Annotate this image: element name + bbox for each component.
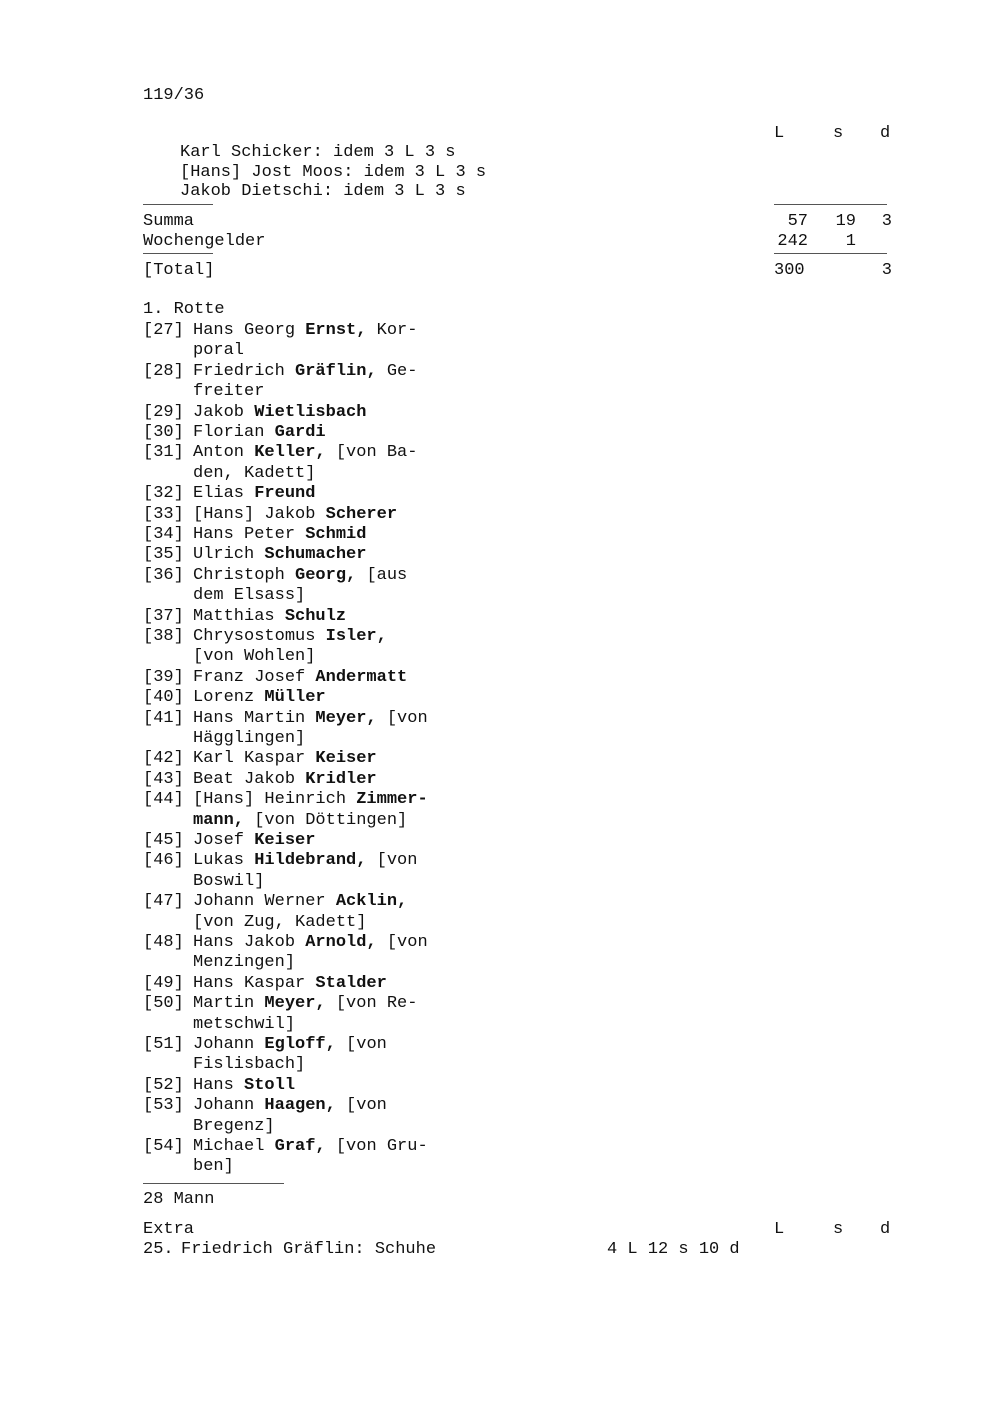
roster-entry [143, 484, 603, 504]
roster-entry [143, 974, 603, 994]
surname: Freund [254, 484, 316, 504]
roster-number: [28] [143, 361, 184, 381]
roster-entry [143, 709, 603, 750]
surname: Schulz [284, 606, 347, 626]
surname: Stoll [244, 1075, 296, 1095]
roster-continuation [193, 913, 603, 933]
roster-name-line [193, 362, 603, 382]
surname: Keiser [254, 831, 316, 850]
surname: Schmid [305, 525, 367, 544]
surname: Schumacher [264, 545, 367, 565]
roster-number: [46] [143, 851, 184, 871]
first-name: Hans [193, 1075, 245, 1095]
extra-item-num: 25. [143, 1240, 174, 1259]
origin-note: poral [193, 341, 245, 361]
surname: Müller [264, 688, 326, 708]
first-name: Hans Jakob [193, 933, 306, 952]
first-name: Johann [193, 1035, 265, 1054]
roster-entry [143, 770, 603, 790]
roster-entry [143, 545, 603, 565]
surname: Isler, [325, 627, 387, 646]
roster-continuation [193, 1015, 603, 1035]
roster-entry [143, 851, 603, 892]
roster-number: [34] [143, 525, 184, 544]
roster-name-line [193, 423, 603, 443]
surname: Acklin, [335, 892, 408, 912]
roster-name-line [193, 933, 603, 953]
rule-left-2 [143, 253, 213, 254]
first-name: Hans Georg [193, 321, 306, 340]
extra-item-amount: 4 L 12 s 10 d [607, 1240, 740, 1259]
first-name: Martin [193, 994, 265, 1014]
header-s: s [833, 124, 844, 143]
payment-line: Karl Schicker: idem 3 L 3 s [180, 143, 456, 162]
roster-entry [143, 749, 603, 769]
roster-entry [143, 362, 603, 403]
roster-name-line [193, 709, 603, 729]
roster-name-line [193, 627, 603, 647]
roster-number: [53] [143, 1096, 184, 1116]
surname: Andermatt [315, 667, 408, 687]
roster-number: [47] [143, 892, 184, 912]
first-name: Hans Peter [193, 525, 306, 544]
extra-item-text: Friedrich Gräflin: Schuhe [181, 1240, 437, 1259]
origin-note: Boswil] [193, 871, 265, 891]
roster-entry [143, 933, 603, 974]
name-suffix: [von Ba- [325, 443, 418, 463]
summa-l: 57 [787, 212, 808, 231]
roster-name-line [193, 566, 603, 586]
roster-number: [52] [143, 1075, 184, 1095]
roster-number: [43] [143, 769, 184, 789]
header-l: L [774, 124, 785, 143]
roster-number: [44] [143, 790, 184, 810]
first-name: Chrysostomus [193, 627, 326, 646]
origin-note: [von Döttingen] [244, 810, 408, 830]
surname: Ernst, [305, 321, 367, 340]
name-suffix: [von [335, 1035, 387, 1054]
roster-number: [51] [143, 1035, 184, 1054]
first-name: Friedrich [193, 361, 296, 381]
surname: Haagen, [264, 1096, 336, 1116]
payment-line: Jakob Dietschi: idem 3 L 3 s [180, 182, 466, 201]
roster-name-line [193, 749, 603, 769]
roster-number: [54] [143, 1137, 184, 1156]
roster-entry [143, 1076, 603, 1096]
roster-continuation [193, 1055, 603, 1075]
roster-name-line [193, 443, 603, 463]
first-name: Josef [193, 831, 255, 850]
roster-number: [42] [143, 749, 184, 769]
first-name: Jakob [193, 402, 255, 422]
roster-number: [29] [143, 402, 184, 422]
first-name: Michael [193, 1137, 275, 1156]
roster-name-line [193, 1137, 603, 1157]
summa-label: Summa [143, 212, 195, 231]
origin-note: metschwil] [193, 1014, 296, 1034]
first-name: Beat Jakob [193, 769, 306, 789]
roster-continuation [193, 1117, 603, 1137]
roster-name-line [193, 790, 603, 810]
surname: Scherer [325, 504, 398, 524]
surname: Stalder [315, 973, 387, 993]
surname: Egloff, [264, 1035, 336, 1054]
roster-name-line [193, 1096, 603, 1116]
name-suffix: [von [366, 851, 418, 871]
name-suffix: [von [376, 933, 428, 952]
origin-note: dem Elsass] [193, 586, 306, 606]
roster-number: [45] [143, 831, 184, 850]
roster-entry [143, 403, 603, 423]
surname: Gardi [274, 423, 326, 442]
origin-note: Fislisbach] [193, 1055, 306, 1075]
roster-name-line [193, 484, 603, 504]
wochengelder-s: 1 [845, 232, 856, 251]
roster-continuation [193, 729, 603, 749]
roster-continuation [193, 1157, 603, 1177]
roster-number: [35] [143, 545, 184, 565]
roster-entry [143, 688, 603, 708]
roster-number: [32] [143, 484, 184, 504]
first-name: Lorenz [193, 688, 265, 708]
wochengelder-l: 242 [777, 232, 808, 251]
name-suffix: [von Gru- [325, 1137, 428, 1156]
extra-header-d: d [880, 1220, 891, 1239]
rule-right-2 [774, 253, 887, 254]
roster-number: [41] [143, 708, 184, 728]
payment-line: [Hans] Jost Moos: idem 3 L 3 s [180, 163, 487, 182]
roster-entry [143, 892, 603, 933]
roster-continuation [193, 464, 603, 484]
roster-entry [143, 790, 603, 831]
roster-continuation [193, 953, 603, 973]
roster-entry [143, 831, 603, 851]
extra-title: Extra [143, 1220, 195, 1239]
roster-name-line [193, 403, 603, 423]
surname: Gräflin, [295, 361, 377, 381]
surname: Graf, [274, 1137, 326, 1156]
roster-number: [50] [143, 994, 184, 1014]
surname: Arnold, [305, 933, 377, 952]
total-d: 3 [881, 261, 892, 280]
roster-entry [143, 525, 603, 545]
roster-number: [37] [143, 606, 184, 626]
name-suffix: Ge- [376, 361, 418, 381]
roster-number: [40] [143, 688, 184, 708]
roster-entry [143, 994, 603, 1035]
roster-name-line [193, 525, 603, 545]
first-name: Lukas [193, 851, 255, 871]
roster-entry [143, 505, 603, 525]
roster-continuation [193, 811, 603, 831]
roster-continuation [193, 872, 603, 892]
roster-name-line [193, 607, 603, 627]
origin-note: den, Kadett] [193, 463, 316, 483]
surname: Kridler [305, 769, 377, 789]
first-name: Elias [193, 484, 255, 504]
origin-note: freiter [193, 382, 265, 402]
roster-name-line [193, 770, 603, 790]
origin-note: Menzingen] [193, 953, 296, 973]
count-label: 28 Mann [143, 1190, 215, 1209]
page-number: 119/36 [143, 86, 205, 105]
surname-continuation: mann, [193, 810, 245, 830]
first-name: Johann [193, 1096, 265, 1116]
roster-name-line [193, 892, 603, 912]
roster-entry [143, 321, 603, 362]
origin-note: [von Wohlen] [193, 647, 316, 667]
name-suffix: [von [376, 708, 428, 728]
surname: Georg, [295, 565, 357, 585]
roster-entry [143, 1096, 603, 1137]
roster-name-line [193, 974, 603, 994]
first-name: Matthias [193, 606, 285, 626]
extra-header-s: s [833, 1220, 844, 1239]
roster-entry [143, 627, 603, 668]
origin-note: [von Zug, Kadett] [193, 912, 367, 932]
total-label: [Total] [143, 261, 215, 280]
roster-number: [30] [143, 423, 184, 442]
roster-name-line [193, 321, 603, 341]
extra-header-l: L [774, 1220, 785, 1239]
summa-s: 19 [835, 212, 856, 231]
roster-entry [143, 566, 603, 607]
first-name: [Hans] Jakob [193, 504, 326, 524]
roster-name-line [193, 668, 603, 688]
roster-name-line [193, 545, 603, 565]
surname: Hildebrand, [254, 851, 367, 871]
first-name: Hans Martin [193, 708, 316, 728]
roster-number: [33] [143, 504, 184, 524]
surname: Wietlisbach [254, 402, 367, 422]
roster-number: [49] [143, 973, 184, 993]
roster-entry [143, 1035, 603, 1076]
first-name: Christoph [193, 565, 296, 585]
first-name: [Hans] Heinrich [193, 790, 357, 810]
roster-number: [48] [143, 933, 184, 952]
surname: Zimmer- [356, 790, 428, 810]
roster-continuation [193, 382, 603, 402]
surname: Keiser [315, 749, 377, 769]
first-name: Karl Kaspar [193, 749, 316, 769]
header-d: d [880, 124, 891, 143]
summa-d: 3 [881, 212, 892, 231]
name-suffix: [aus [356, 565, 408, 585]
rule-right [774, 204, 887, 205]
origin-note: Hägglingen] [193, 729, 306, 748]
roster-name-line [193, 1076, 603, 1096]
name-suffix: [von [335, 1096, 387, 1116]
roster-entry [143, 607, 603, 627]
roster-number: [36] [143, 565, 184, 585]
roster-continuation [193, 341, 603, 361]
roster-name-line [193, 851, 603, 871]
roster-continuation [193, 586, 603, 606]
surname: Meyer, [315, 708, 377, 728]
first-name: Johann Werner [193, 892, 336, 912]
total-l: 300 [774, 261, 805, 280]
name-suffix: [von Re- [325, 994, 418, 1014]
first-name: Ulrich [193, 545, 265, 565]
name-suffix: Kor- [366, 321, 418, 340]
first-name: Hans Kaspar [193, 973, 316, 993]
first-name: Franz Josef [193, 667, 316, 687]
roster-number: [27] [143, 321, 184, 340]
roster-number: [39] [143, 667, 184, 687]
surname: Meyer, [264, 994, 326, 1014]
origin-note: ben] [193, 1157, 234, 1177]
roster-entry [143, 668, 603, 688]
rule-left [143, 204, 213, 205]
surname: Keller, [254, 443, 326, 463]
roster-entry [143, 1137, 603, 1178]
roster-continuation [193, 647, 603, 667]
rotte-title: 1. Rotte [143, 300, 225, 319]
roster-number: [31] [143, 443, 184, 463]
roster-name-line [193, 1035, 603, 1055]
roster-name-line [193, 688, 603, 708]
first-name: Florian [193, 423, 275, 442]
origin-note: Bregenz] [193, 1116, 275, 1136]
roster-entry [143, 423, 603, 443]
roster-number: [38] [143, 627, 184, 646]
rule-count [143, 1183, 284, 1184]
wochengelder-label: Wochengelder [143, 232, 266, 251]
first-name: Anton [193, 443, 255, 463]
roster-name-line [193, 831, 603, 851]
roster-name-line [193, 994, 603, 1014]
roster-name-line [193, 505, 603, 525]
roster-entry [143, 443, 603, 484]
